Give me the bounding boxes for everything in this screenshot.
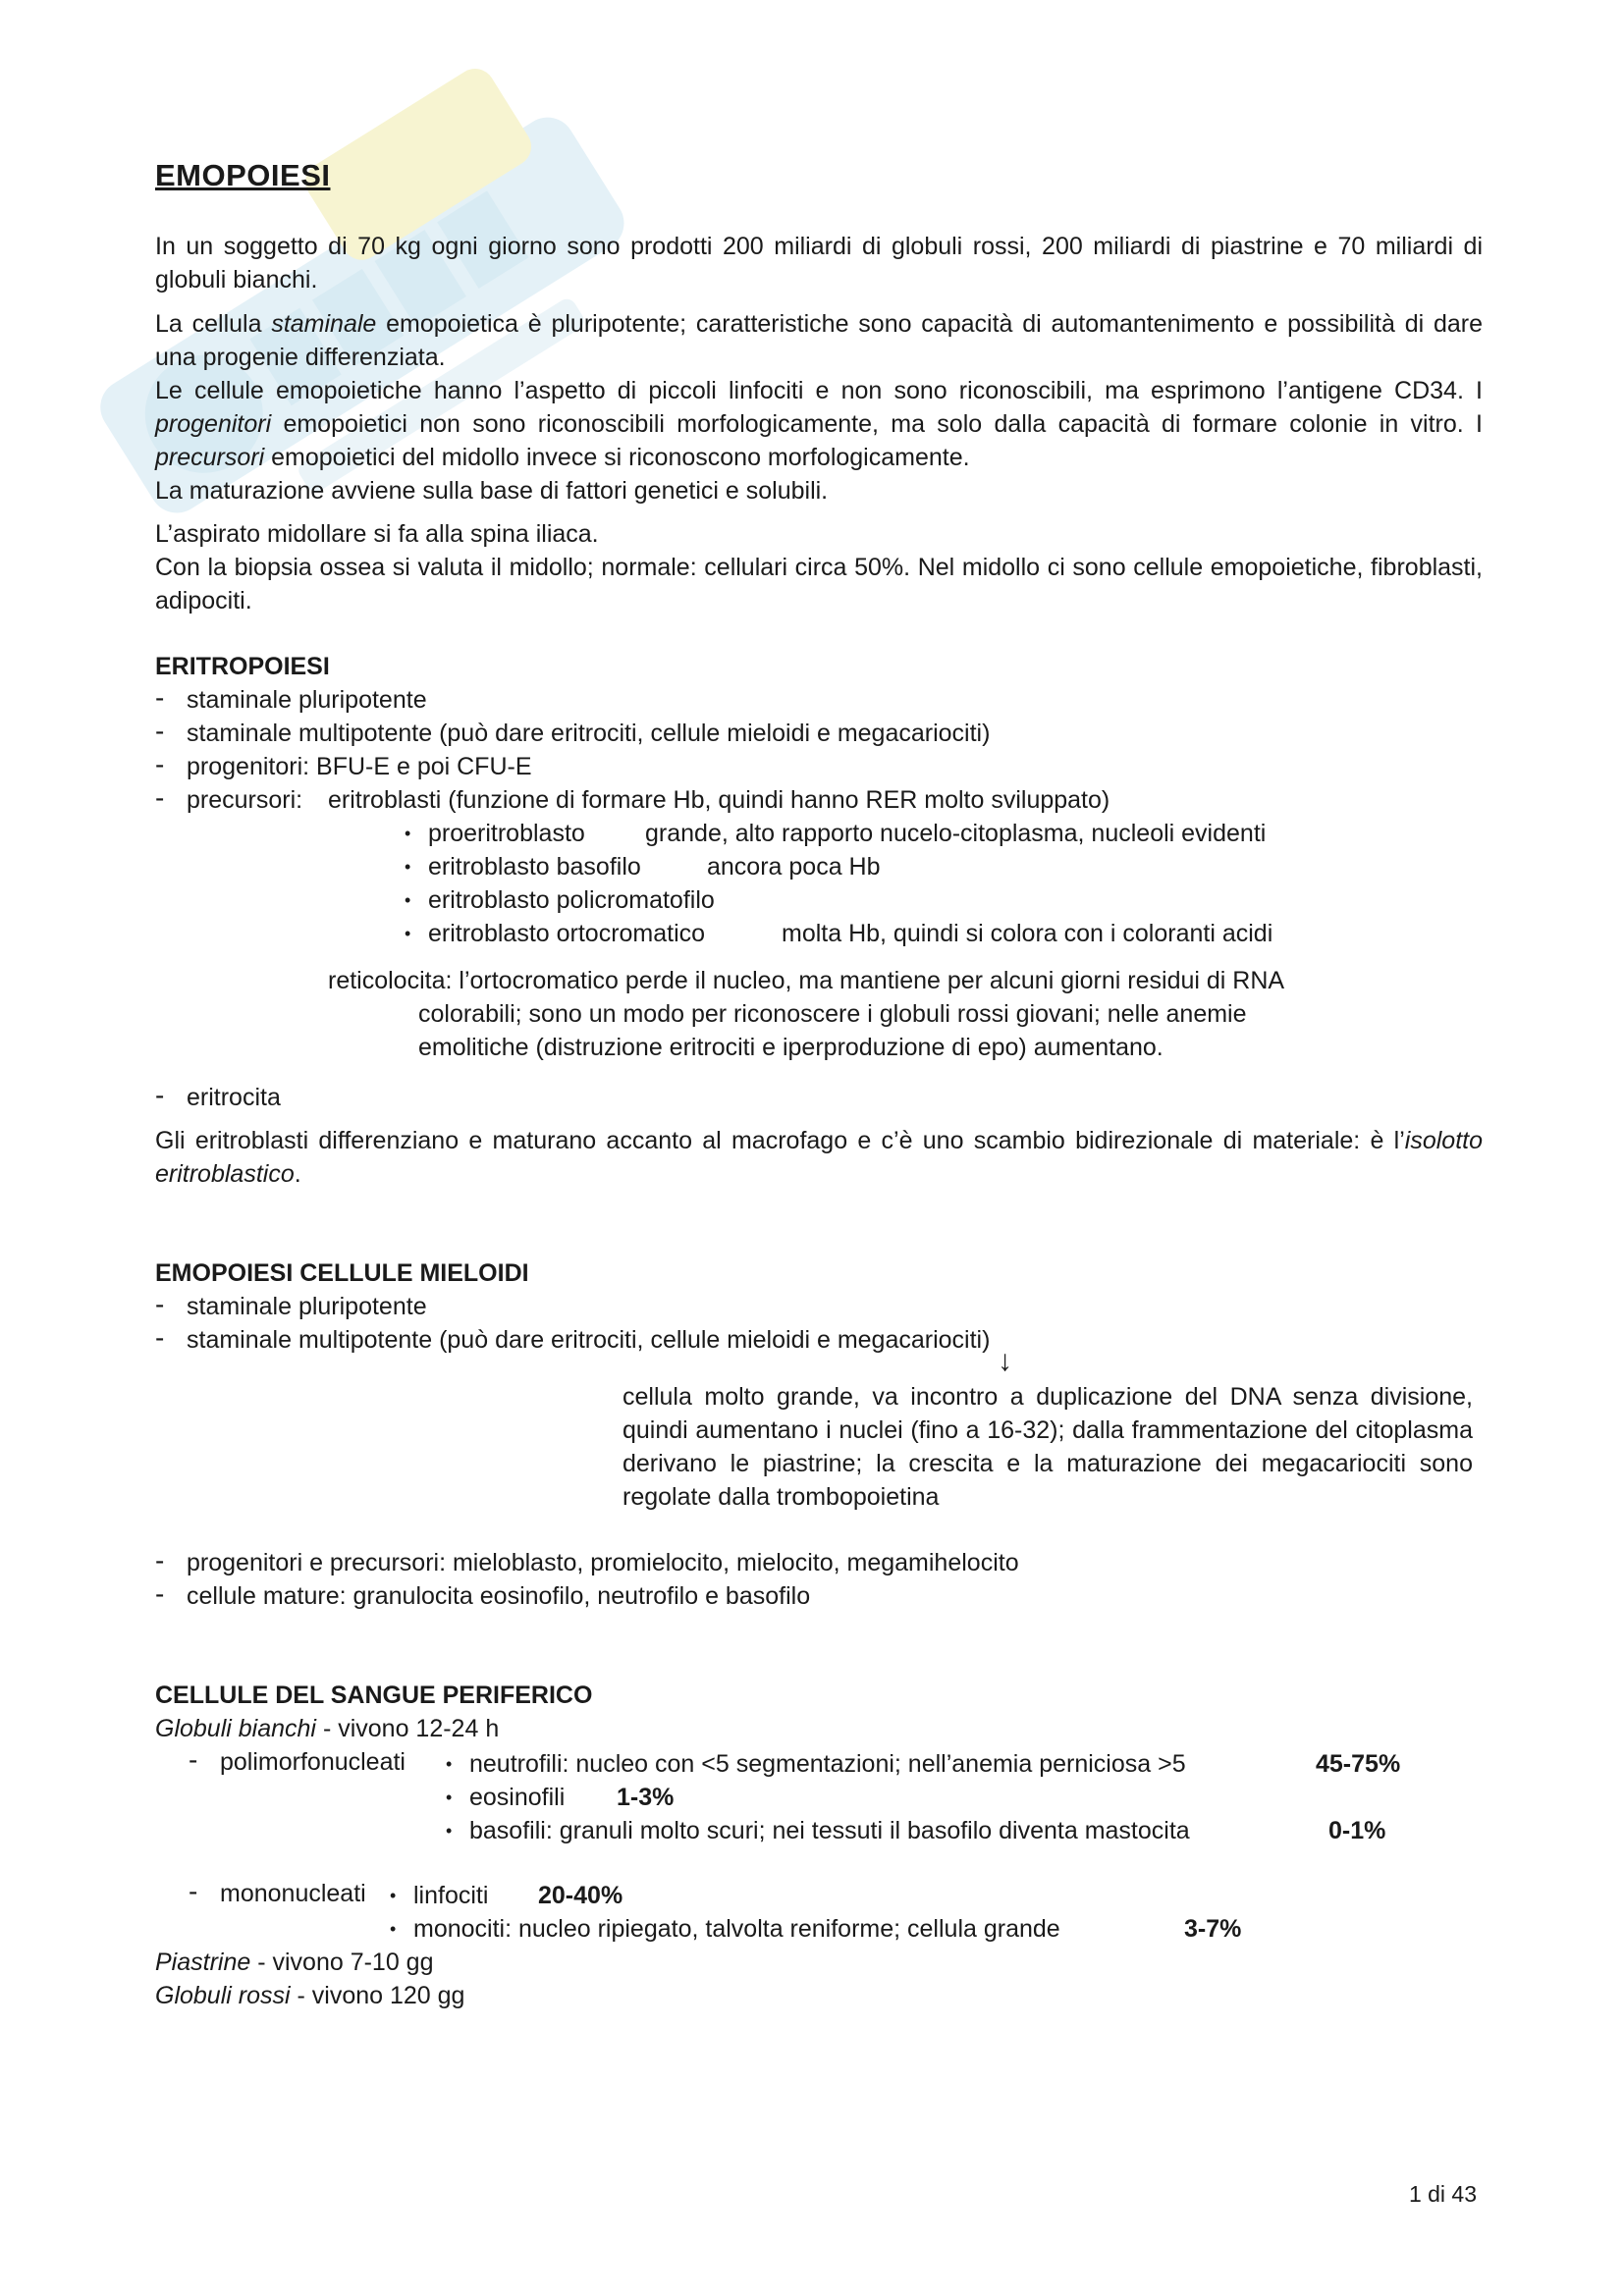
- list-item: - staminale multipotente (può dare eritrociti, cellule mieloidi e megacariociti): [187, 1323, 990, 1357]
- list-item: - staminale multipotente (può dare eritrociti, cellule mieloidi e megacariociti): [187, 717, 990, 750]
- sublist-item: [428, 917, 705, 950]
- page-number: 1 di 43: [1408, 2181, 1477, 2207]
- text-run: emopoietica è pluripotente; caratteristiche sono capacità di automantenimento e possibilità di dare una progenie differenziata.: [155, 310, 1484, 371]
- list-item: - eritrocita: [187, 1081, 281, 1114]
- cell-description: molta Hb, quindi si colora con i coloranti acidi: [782, 920, 1273, 947]
- precursori-text: eritroblasti (funzione di formare Hb, quindi hanno RER molto sviluppato): [328, 786, 1110, 814]
- list-item: - cellule mature: granulocita eosinofilo, neutrofilo e basofilo: [187, 1579, 810, 1613]
- globuli-bianchi-name: Globuli bianchi: [155, 1715, 316, 1742]
- emphasis-precursori: precursori: [155, 444, 265, 471]
- piastrine-name: Piastrine: [155, 1949, 251, 1976]
- arrow-down-icon: ↓: [998, 1345, 1012, 1377]
- piastrine-life: - vivono 7-10 gg: [250, 1949, 434, 1976]
- text-run: Le cellule emopoietiche hanno l’aspetto di piccoli linfociti e non sono riconoscibili, ma esprimono l’antigene CD34. I: [155, 377, 1483, 404]
- intro-paragraph-4: La maturazione avviene sulla base di fattori genetici e solubili.: [155, 477, 829, 505]
- globuli-bianchi-line: [155, 1712, 499, 1745]
- globuli-bianchi-life: - vivono 12-24 h: [316, 1715, 500, 1742]
- globuli-rossi-line: [155, 1979, 464, 2012]
- isolotto-paragraph: [155, 1124, 1483, 1191]
- cell-description: grande, alto rapporto nucelo-citoplasma, nucleoli evidenti: [645, 820, 1267, 847]
- intro-paragraph-6: Con la biopsia ossea si valuta il midollo; normale: cellulari circa 50%. Nel midollo ci sono cellule emopoietiche, fibroblasti, adipociti.: [155, 554, 1483, 614]
- cell-type: monociti: nucleo ripiegato, talvolta reniforme; cellula grande: [413, 1915, 1060, 1943]
- sublist-item: [413, 1912, 1060, 1946]
- sublist-item: [469, 1781, 565, 1814]
- list-item: - staminale pluripotente: [187, 1290, 427, 1323]
- sublist-item: [428, 817, 585, 850]
- text-run: La cellula: [155, 310, 272, 338]
- piastrine-line: [155, 1946, 433, 1979]
- intro-paragraph-1: In un soggetto di 70 kg ogni giorno sono prodotti 200 miliardi di globuli rossi, 200 miliardi di piastrine e 70 miliardi di globuli bianchi.: [155, 233, 1483, 294]
- list-item: - progenitori: BFU-E e poi CFU-E: [187, 750, 532, 783]
- section-heading-mieloidi: EMOPOIESI CELLULE MIELOIDI: [155, 1259, 529, 1287]
- text-run: emopoietici non sono riconoscibili morfologicamente, ma solo dalla capacità di formare colonie in vitro. I: [271, 410, 1483, 438]
- list-item: - progenitori e precursori: mieloblasto, promielocito, mielocito, megamihelocito: [187, 1546, 1019, 1579]
- globuli-rossi-life: - vivono 120 gg: [290, 1982, 465, 2009]
- text-run: .: [294, 1160, 301, 1188]
- reticolocita-line-1: reticolocita: l’ortocromatico perde il nucleo, ma mantiene per alcuni giorni residui di RNA: [328, 967, 1285, 994]
- sublist-item: [428, 850, 641, 883]
- emphasis-progenitori: progenitori: [155, 410, 272, 438]
- cell-name: eritroblasto policromatofilo: [428, 886, 715, 914]
- cell-name: eritroblasto ortocromatico: [428, 920, 706, 947]
- percentage: 20-40%: [538, 1882, 623, 1909]
- section-heading-eritropoiesi: ERITROPOIESI: [155, 653, 330, 680]
- sublist-item: [469, 1747, 1186, 1781]
- text-run: Gli eritroblasti differenziano e maturano accanto al macrofago e c’è uno scambio bidirezionale di materiale: è l’: [155, 1127, 1405, 1154]
- cell-type: eosinofili: [469, 1784, 566, 1811]
- mononucleati-label: - mononucleati: [220, 1877, 366, 1910]
- cell-type: neutrofili: nucleo con <5 segmentazioni; nell’anemia perniciosa >5: [469, 1750, 1186, 1778]
- megacariocita-paragraph: cellula molto grande, va incontro a duplicazione del DNA senza divisione, quindi aumentano i nuclei (fino a 16-32); dalla frammentazione del citoplasma derivano le piastrine; la crescita e la maturazione dei megacariociti sono regolate dalla trombopoietina: [623, 1383, 1473, 1511]
- page-title: EMOPOIESI: [155, 158, 331, 192]
- list-item: - staminale pluripotente: [187, 683, 427, 717]
- intro-paragraph-2: [155, 307, 1483, 374]
- sublist-item: [469, 1814, 1190, 1847]
- percentage: 1-3%: [617, 1784, 675, 1811]
- cell-type: basofili: granuli molto scuri; nei tessuti il basofilo diventa mastocita: [469, 1817, 1190, 1844]
- polimorfonucleati-label: - polimorfonucleati: [220, 1745, 406, 1779]
- reticolocita-line-3: emolitiche (distruzione eritrociti e iperproduzione di epo) aumentano.: [418, 1034, 1164, 1061]
- globuli-rossi-name: Globuli rossi: [155, 1982, 291, 2009]
- percentage: 0-1%: [1328, 1817, 1386, 1844]
- percentage: 3-7%: [1184, 1915, 1242, 1943]
- text-run: emopoietici del midollo invece si riconoscono morfologicamente.: [264, 444, 970, 471]
- cell-description: ancora poca Hb: [707, 853, 881, 881]
- precursori-label: precursori:: [187, 786, 303, 814]
- emphasis-staminale: staminale: [271, 310, 377, 338]
- section-heading-sangue: CELLULE DEL SANGUE PERIFERICO: [155, 1682, 593, 1709]
- emphasis-isolotto: isolotto eritroblastico: [155, 1127, 1483, 1188]
- sublist-item: [428, 883, 715, 917]
- cell-name: eritroblasto basofilo: [428, 853, 641, 881]
- sublist-item: [413, 1879, 488, 1912]
- list-item-precursori: [187, 783, 302, 817]
- intro-paragraph-3: [155, 374, 1483, 474]
- percentage: 45-75%: [1316, 1750, 1401, 1778]
- cell-type: linfociti: [413, 1882, 489, 1909]
- reticolocita-line-2: colorabili; sono un modo per riconoscere i globuli rossi giovani; nelle anemie: [418, 1000, 1247, 1028]
- cell-name: proeritroblasto: [428, 820, 585, 847]
- intro-paragraph-5: L’aspirato midollare si fa alla spina iliaca.: [155, 520, 599, 548]
